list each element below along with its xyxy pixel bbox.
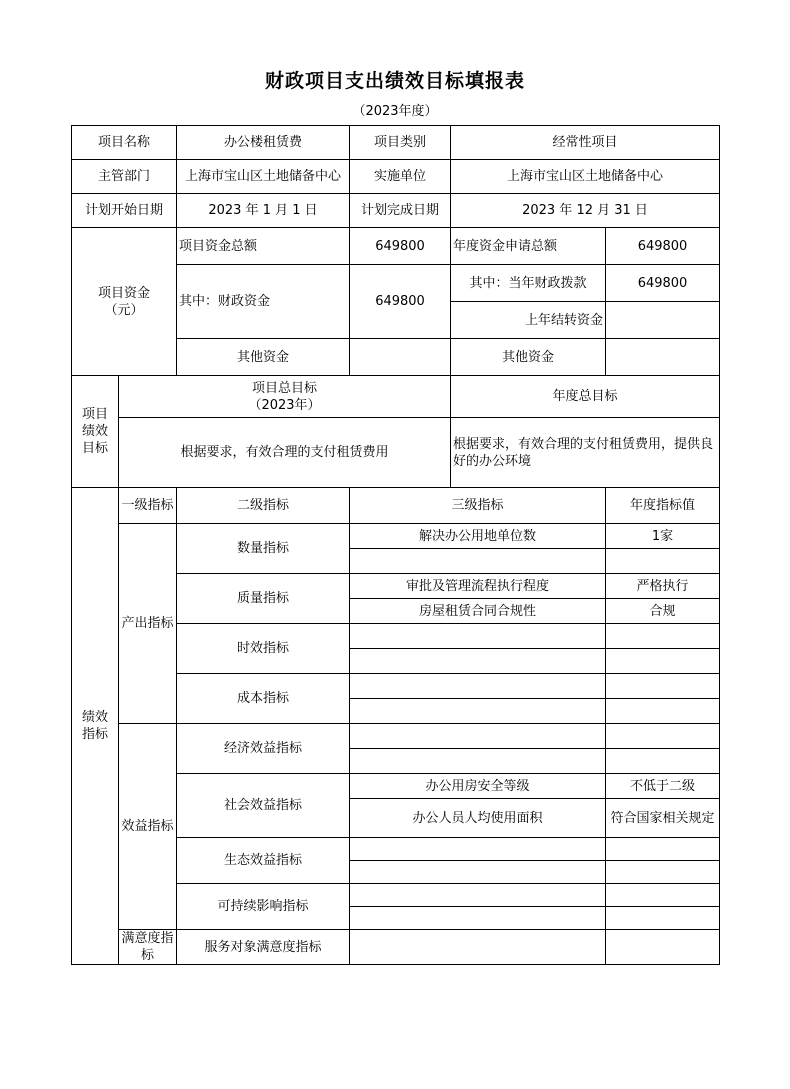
funds-other-label: 其他资金 — [177, 339, 350, 376]
indicator-name — [350, 884, 606, 907]
quantity-indicator-label: 数量指标 — [177, 524, 350, 574]
performance-target-table — [71, 125, 720, 965]
indicators-label: 绩效 指标 — [72, 488, 119, 965]
funds-other-value — [350, 339, 451, 376]
col-level1-header: 一级指标 — [119, 488, 177, 524]
col-level3-header: 三级指标 — [350, 488, 606, 524]
indicator-value — [606, 907, 720, 930]
indicator-name: 解决办公用地单位数 — [350, 524, 606, 549]
indicator-value: 严格执行 — [606, 574, 720, 599]
indicator-name — [350, 549, 606, 574]
overall-goal-text: 根据要求，有效合理的支付租赁费用 — [119, 418, 451, 488]
end-date-value: 2023 年 12 月 31 日 — [451, 194, 720, 228]
overall-goal-header: 项目总目标 （2023年） — [119, 376, 451, 418]
indicator-name: 办公用房安全等级 — [350, 774, 606, 799]
indicator-name: 审批及管理流程执行程度 — [350, 574, 606, 599]
col-level2-header: 二级指标 — [177, 488, 350, 524]
funds-total-label: 项目资金总额 — [177, 228, 350, 265]
indicator-value — [606, 838, 720, 861]
start-date-value: 2023 年 1 月 1 日 — [177, 194, 350, 228]
indicator-name — [350, 930, 606, 965]
funds-other-label-2: 其他资金 — [451, 339, 606, 376]
indicator-name — [350, 649, 606, 674]
funds-label: 项目资金 （元） — [72, 228, 177, 376]
dept-label: 主管部门 — [72, 160, 177, 194]
indicator-value — [606, 724, 720, 749]
form-year-note: （2023年度） — [352, 104, 438, 119]
indicator-name — [350, 699, 606, 724]
social-indicator-label: 社会效益指标 — [177, 774, 350, 838]
funds-carryover-label: 上年结转资金 — [451, 302, 606, 339]
indicator-value — [606, 884, 720, 907]
indicator-value — [606, 674, 720, 699]
annual-goal-text: 根据要求，有效合理的支付租赁费用，提供良好的办公环境 — [451, 418, 720, 488]
indicator-name: 房屋租赁合同合规性 — [350, 599, 606, 624]
satisfaction-indicator-label: 满意度指标 — [119, 930, 177, 965]
indicator-value: 合规 — [606, 599, 720, 624]
indicator-value — [606, 699, 720, 724]
funds-carryover-value — [606, 302, 720, 339]
indicator-value: 不低于二级 — [606, 774, 720, 799]
col-value-header: 年度指标值 — [606, 488, 720, 524]
ecological-indicator-label: 生态效益指标 — [177, 838, 350, 884]
indicator-name — [350, 907, 606, 930]
indicator-value — [606, 861, 720, 884]
project-name-label: 项目名称 — [72, 126, 177, 160]
funds-fiscal-value: 649800 — [350, 265, 451, 339]
indicator-value: 符合国家相关规定 — [606, 799, 720, 838]
indicator-name — [350, 624, 606, 649]
project-name-value: 办公楼租赁费 — [177, 126, 350, 160]
start-date-label: 计划开始日期 — [72, 194, 177, 228]
indicator-name — [350, 724, 606, 749]
indicator-value — [606, 649, 720, 674]
funds-total-value: 649800 — [350, 228, 451, 265]
funds-annual-label: 年度资金申请总额 — [451, 228, 606, 265]
indicator-value: 1家 — [606, 524, 720, 549]
indicator-value — [606, 549, 720, 574]
project-category-value: 经常性项目 — [451, 126, 720, 160]
goals-label: 项目 绩效 目标 — [72, 376, 119, 488]
quality-indicator-label: 质量指标 — [177, 574, 350, 624]
impl-unit-value: 上海市宝山区土地储备中心 — [451, 160, 720, 194]
service-satisfaction-label: 服务对象满意度指标 — [177, 930, 350, 965]
economic-indicator-label: 经济效益指标 — [177, 724, 350, 774]
timeliness-indicator-label: 时效指标 — [177, 624, 350, 674]
indicator-name — [350, 838, 606, 861]
indicator-name — [350, 861, 606, 884]
form-title: 财政项目支出绩效目标填报表 — [264, 70, 525, 92]
indicator-value — [606, 930, 720, 965]
annual-goal-header: 年度总目标 — [451, 376, 720, 418]
dept-value: 上海市宝山区土地储备中心 — [177, 160, 350, 194]
indicator-value — [606, 749, 720, 774]
project-category-label: 项目类别 — [350, 126, 451, 160]
funds-other-value-2 — [606, 339, 720, 376]
output-indicator-label: 产出指标 — [119, 524, 177, 724]
impl-unit-label: 实施单位 — [350, 160, 451, 194]
indicator-name — [350, 749, 606, 774]
cost-indicator-label: 成本指标 — [177, 674, 350, 724]
end-date-label: 计划完成日期 — [350, 194, 451, 228]
indicator-value — [606, 624, 720, 649]
funds-annual-value: 649800 — [606, 228, 720, 265]
funds-current-label: 其中：当年财政拨款 — [451, 265, 606, 302]
indicator-name: 办公人员人均使用面积 — [350, 799, 606, 838]
funds-fiscal-label: 其中：财政资金 — [177, 265, 350, 339]
funds-current-value: 649800 — [606, 265, 720, 302]
sustainable-indicator-label: 可持续影响指标 — [177, 884, 350, 930]
indicator-name — [350, 674, 606, 699]
benefit-indicator-label: 效益指标 — [119, 724, 177, 930]
